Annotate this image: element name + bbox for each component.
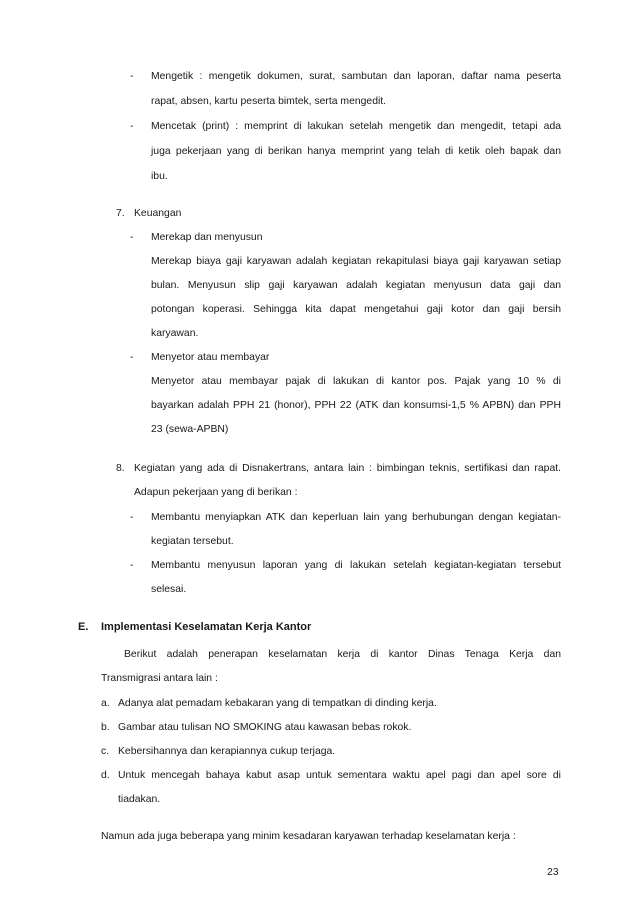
list-item: Untuk mencegah bahaya kabut asap untuk sementara waktu apel pagi dan apel sore di [118, 770, 561, 781]
item8-line2: Adapun pekerjaan yang di berikan : [134, 487, 298, 498]
list-dash: - [130, 121, 134, 132]
list-label: c. [101, 746, 110, 757]
item8-sub1-line1: Membantu menyiapkan ATK dan keperluan lain yang berhubungan dengan kegiatan- [151, 512, 561, 523]
item7-title: Keuangan [134, 208, 182, 219]
item8-sub2-line2: selesai. [151, 584, 187, 595]
item8-sub2-line1: Membantu menyusun laporan yang di lakukan setelah kegiatan-kegiatan tersebut [151, 560, 561, 571]
mengetik-line2: rapat, absen, kartu peserta bimtek, serta mengedit. [151, 96, 387, 107]
item7-sub2-line2: bayarkan adalah PPH 21 (honor), PPH 22 (ATK dan konsumsi-1,5 % APBN) dan PPH [151, 400, 561, 411]
list-dash: - [130, 352, 134, 363]
mencetak-line2: juga pekerjaan yang di berikan hanya memprint yang telah di ketik oleh bapak dan [151, 146, 561, 157]
list-item: Adanya alat pemadam kebakaran yang di tempatkan di dinding kerja. [118, 698, 437, 709]
list-dash: - [130, 71, 134, 82]
mencetak-line3: ibu. [151, 171, 168, 182]
item7-sub2-line3: 23 (sewa-APBN) [151, 424, 229, 435]
section-e-heading: Implementasi Keselamatan Kerja Kantor [101, 621, 312, 633]
item7-sub1-line1: Merekap biaya gaji karyawan adalah kegiatan rekapitulasi biaya gaji karyawan setiap [151, 256, 561, 267]
list-dash: - [130, 512, 134, 523]
list-item-cont: tiadakan. [118, 794, 161, 805]
item8-number: 8. [116, 463, 125, 474]
section-e-letter: E. [78, 621, 89, 633]
list-item: Kebersihannya dan kerapiannya cukup terjaga. [118, 746, 336, 757]
item8-sub1-line2: kegiatan tersebut. [151, 536, 234, 547]
list-label: b. [101, 722, 110, 733]
list-label: a. [101, 698, 110, 709]
item7-sub1-line4: karyawan. [151, 328, 199, 339]
section-e-intro-line1: Berikut adalah penerapan keselamatan kerja di kantor Dinas Tenaga Kerja dan [124, 649, 561, 660]
item7-sub2-title: Menyetor atau membayar [151, 352, 270, 363]
list-item: Gambar atau tulisan NO SMOKING atau kawasan bebas rokok. [118, 722, 412, 733]
section-e-intro-line2: Transmigrasi antara lain : [101, 673, 218, 684]
mencetak-line1: Mencetak (print) : memprint di lakukan setelah mengetik dan mengedit, tetapi ada [151, 121, 561, 132]
list-dash: - [130, 560, 134, 571]
section-e-closing: Namun ada juga beberapa yang minim kesadaran karyawan terhadap keselamatan kerja : [101, 831, 516, 842]
item7-sub1-line2: bulan. Menyusun slip gaji karyawan adalah kegiatan menyusun data gaji dan [151, 280, 561, 291]
list-dash: - [130, 232, 134, 243]
list-label: d. [101, 770, 110, 781]
mengetik-line1: Mengetik : mengetik dokumen, surat, sambutan dan laporan, daftar nama peserta [151, 71, 561, 82]
item7-sub2-line1: Menyetor atau membayar pajak di lakukan di kantor pos. Pajak yang 10 % di [151, 376, 561, 387]
item7-sub1-title: Merekap dan menyusun [151, 232, 263, 243]
page-number: 23 [547, 867, 559, 878]
item7-sub1-line3: potongan koperasi. Sehingga kita dapat mengetahui gaji kotor dan gaji bersih [151, 304, 561, 315]
item7-number: 7. [116, 208, 125, 219]
item8-line1: Kegiatan yang ada di Disnakertrans, antara lain : bimbingan teknis, sertifikasi dan rapat. [134, 463, 561, 474]
